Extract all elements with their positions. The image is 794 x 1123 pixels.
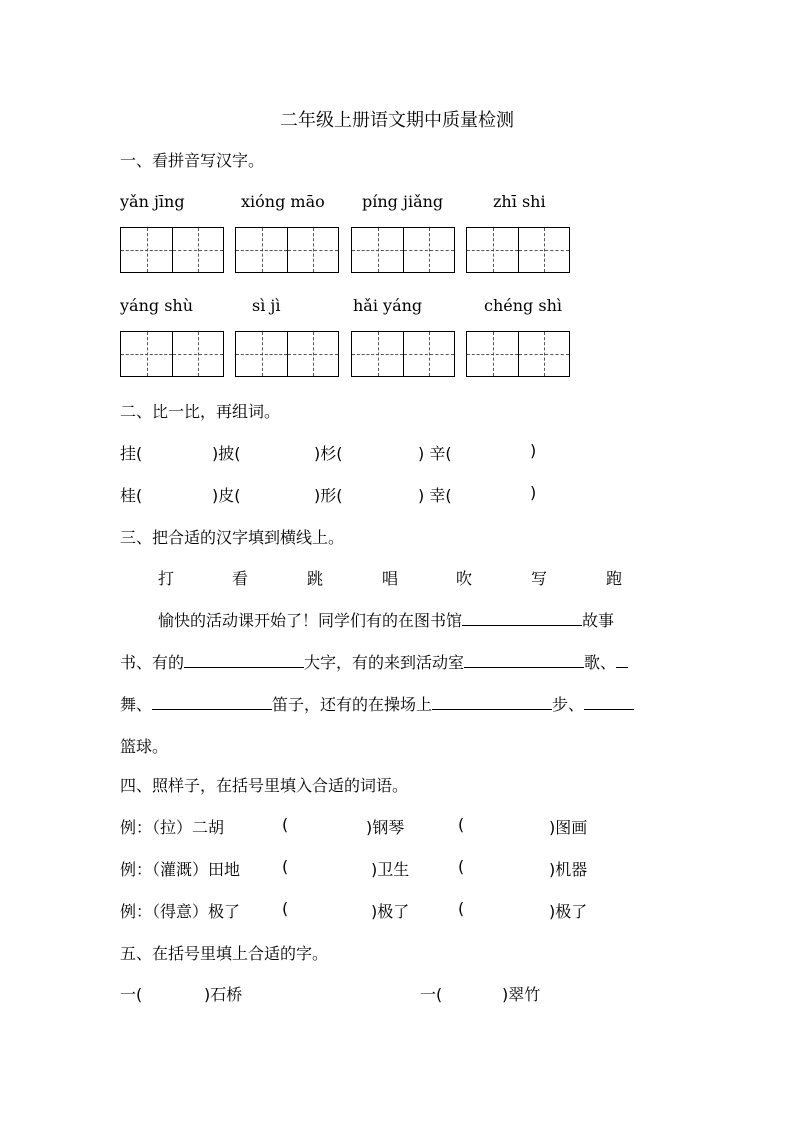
example-phrase: 例：（得意）极了 [120, 902, 241, 921]
answer-phrase: )极了 [549, 902, 588, 921]
paragraph-text: 书、有的 [120, 653, 185, 672]
pinyin-7: hǎi yáng [353, 296, 423, 315]
pinyin-5: yáng shù [120, 296, 194, 315]
writing-grid[interactable] [120, 227, 224, 273]
writing-grid[interactable] [235, 331, 339, 377]
fill-blank[interactable] [152, 693, 272, 710]
fill-blank[interactable] [432, 693, 552, 710]
example-phrase: 例：（灌溉）田地 [120, 860, 241, 879]
pinyin-1: yǎn jīng [120, 192, 185, 211]
pinyin-2: xióng māo [241, 192, 325, 211]
paragraph-text: 歌、 [584, 653, 617, 672]
writing-grid[interactable] [351, 227, 455, 273]
paragraph-line-3 [120, 692, 634, 715]
section-5-heading: 五、在括号里填上合适的字。 [120, 944, 329, 963]
word-choice: 吹 [456, 569, 473, 588]
pinyin-8: chéng shì [484, 296, 562, 315]
compare-item: ) [530, 441, 537, 460]
fill-blank[interactable] [464, 651, 584, 668]
paragraph-line-1 [158, 608, 614, 631]
compare-item: )形( [314, 486, 343, 505]
fill-char-close: )翠竹 [502, 985, 541, 1004]
paragraph-text: 笛子，还有的在操场上 [272, 695, 433, 714]
writing-grid[interactable] [466, 331, 570, 377]
fill-blank[interactable] [462, 609, 582, 626]
fill-char-open: 一( [420, 985, 443, 1004]
writing-grid[interactable] [466, 227, 570, 273]
word-choice: 唱 [382, 569, 399, 588]
compare-item: ) 幸( [418, 486, 452, 505]
section-3-heading: 三、把合适的汉字填到横线上。 [120, 528, 345, 547]
compare-item: 桂( [120, 486, 143, 505]
answer-phrase: )极了 [371, 902, 410, 921]
compare-item: 挂( [120, 444, 143, 463]
section-4-heading: 四、照样子，在括号里填入合适的词语。 [120, 776, 409, 795]
open-paren: ( [458, 899, 465, 918]
fill-blank[interactable] [616, 651, 628, 668]
paragraph-text: 步、 [552, 695, 585, 714]
answer-phrase: )钢琴 [366, 818, 405, 837]
section-2-heading: 二、比一比，再组词。 [120, 402, 281, 421]
fill-blank[interactable] [584, 693, 634, 710]
word-choice: 跳 [307, 569, 324, 588]
word-choice: 看 [232, 569, 249, 588]
pinyin-6: sì jì [252, 296, 281, 315]
writing-grid[interactable] [235, 227, 339, 273]
fill-blank[interactable] [184, 651, 304, 668]
answer-phrase: )机器 [549, 860, 588, 879]
compare-item: )杉( [314, 444, 343, 463]
word-choice: 写 [531, 569, 548, 588]
open-paren: ( [458, 857, 465, 876]
compare-item: ) [530, 483, 537, 502]
word-choice: 打 [158, 569, 175, 588]
section-1-heading: 一、看拼音写汉字。 [120, 151, 265, 170]
paragraph-line-2 [120, 650, 628, 673]
open-paren: ( [282, 857, 289, 876]
page-title: 二年级上册语文期中质量检测 [280, 110, 514, 131]
open-paren: ( [458, 815, 465, 834]
example-phrase: 例：（拉）二胡 [120, 818, 225, 837]
compare-item: ) 辛( [418, 444, 452, 463]
fill-char-open: 一( [120, 985, 143, 1004]
pinyin-3: píng jiǎng [362, 192, 444, 211]
paragraph-text: 故事 [582, 611, 615, 630]
paragraph-text: 大字，有的来到活动室 [304, 653, 465, 672]
fill-char-close: )石桥 [204, 985, 243, 1004]
paragraph-text: 舞、 [120, 695, 153, 714]
answer-phrase: )图画 [549, 818, 588, 837]
pinyin-4: zhī shi [493, 192, 546, 211]
paragraph-line-4: 篮球。 [120, 737, 169, 756]
compare-item: )皮( [212, 486, 241, 505]
writing-grid[interactable] [351, 331, 455, 377]
answer-phrase: )卫生 [371, 860, 410, 879]
open-paren: ( [282, 899, 289, 918]
open-paren: ( [282, 815, 289, 834]
compare-item: )披( [212, 444, 241, 463]
paragraph-text: 愉快的活动课开始了！同学们有的在图书馆 [158, 611, 463, 630]
word-choice: 跑 [606, 569, 623, 588]
writing-grid[interactable] [120, 331, 224, 377]
